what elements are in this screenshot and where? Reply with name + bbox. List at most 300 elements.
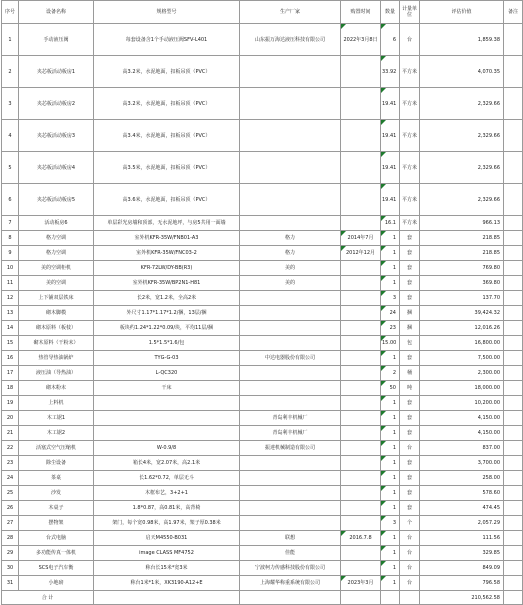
cell-seq: 12 [2, 291, 19, 306]
cell-value: 4,070.35 [420, 56, 504, 88]
cell-seq: 11 [2, 276, 19, 291]
cell-qty: 50 [381, 381, 400, 396]
total-empty-cell [94, 591, 240, 605]
total-empty-cell [341, 591, 381, 605]
table-row [2, 441, 523, 456]
cell-date [341, 546, 381, 561]
cell-remark [504, 381, 523, 396]
cell-spec: image CLASS MF4752 [94, 546, 240, 561]
cell-date [341, 486, 381, 501]
table-row [2, 531, 523, 546]
cell-maker [240, 216, 341, 231]
cell-spec: 1.5*1.5*1.6/包 [94, 336, 240, 351]
cell-maker [240, 396, 341, 411]
cell-name: 上料机 [19, 396, 94, 411]
table-row [2, 24, 523, 56]
cell-spec: 单层彩光房墙和顶部，无水泥地坪，与房5共用一面墙 [94, 216, 240, 231]
cell-maker [240, 184, 341, 216]
cell-value: 12,016.26 [420, 321, 504, 336]
cell-remark [504, 411, 523, 426]
cell-value: 18,000.00 [420, 381, 504, 396]
cell-name: 夹芯板活动板房4 [19, 152, 94, 184]
cell-name: 砌木脚模 [19, 306, 94, 321]
table-row [2, 516, 523, 531]
cell-seq: 8 [2, 231, 19, 246]
cell-unit: 套 [400, 456, 420, 471]
table-row [2, 120, 523, 152]
cell-qty: 23 [381, 321, 400, 336]
cell-spec: 高3.5米，水泥地面，扣板吊顶（PVC） [94, 152, 240, 184]
cell-maker [240, 88, 341, 120]
table-row [2, 501, 523, 516]
cell-date [341, 88, 381, 120]
cell-maker: 青岛利丰机械厂 [240, 411, 341, 426]
cell-unit: 套 [400, 276, 420, 291]
cell-remark [504, 276, 523, 291]
cell-remark [504, 501, 523, 516]
cell-maker [240, 152, 341, 184]
cell-maker [240, 306, 341, 321]
header-unit: 计量单位 [400, 1, 420, 24]
cell-remark [504, 456, 523, 471]
cell-unit: 吨 [400, 381, 420, 396]
cell-unit: 台 [400, 531, 420, 546]
cell-name: 除尘设备 [19, 456, 94, 471]
table-row [2, 336, 523, 351]
cell-spec: 高3.4米，水泥地面，扣板吊顶（PVC） [94, 120, 240, 152]
cell-value: 474.45 [420, 501, 504, 516]
cell-name: 手动液压阀 [19, 24, 94, 56]
cell-maker [240, 486, 341, 501]
cell-value: 849.09 [420, 561, 504, 576]
cell-name: 格力空调 [19, 231, 94, 246]
cell-remark [504, 231, 523, 246]
cell-remark [504, 306, 523, 321]
table-row [2, 56, 523, 88]
cell-unit: 个 [400, 516, 420, 531]
cell-value: 369.80 [420, 276, 504, 291]
cell-date [341, 261, 381, 276]
cell-date [341, 366, 381, 381]
cell-qty: 1 [381, 351, 400, 366]
cell-seq: 26 [2, 501, 19, 516]
cell-name: 热管导热油锅炉 [19, 351, 94, 366]
cell-maker [240, 501, 341, 516]
cell-name: 夹芯板活动板房5 [19, 184, 94, 216]
cell-unit: 平方米 [400, 88, 420, 120]
cell-name: 夹芯板活动板房2 [19, 88, 94, 120]
cell-name: 木工锯2 [19, 426, 94, 441]
cell-value: 966.13 [420, 216, 504, 231]
cell-value: 7,500.00 [420, 351, 504, 366]
cell-remark [504, 351, 523, 366]
cell-date [341, 561, 381, 576]
cell-maker: 青岛利丰机械厂 [240, 426, 341, 441]
cell-seq: 10 [2, 261, 19, 276]
cell-remark [504, 336, 523, 351]
cell-qty: 1 [381, 441, 400, 456]
cell-value: 3,700.00 [420, 456, 504, 471]
cell-date: 2012年12月 [341, 246, 381, 261]
cell-date: 2016.7.8 [341, 531, 381, 546]
table-row [2, 88, 523, 120]
cell-date: 2022年3月8日 [341, 24, 381, 56]
cell-qty: 1 [381, 576, 400, 591]
table-row [2, 231, 523, 246]
cell-name: 上下铺双层铁床 [19, 291, 94, 306]
table-row [2, 381, 523, 396]
cell-qty: 1 [381, 546, 400, 561]
cell-unit: 套 [400, 396, 420, 411]
table-row [2, 306, 523, 321]
header-seq: 序号 [2, 1, 19, 24]
cell-maker [240, 321, 341, 336]
table-row [2, 291, 523, 306]
cell-seq: 20 [2, 411, 19, 426]
cell-spec: 高3.2米，水泥地面，扣板吊顶（PVC） [94, 88, 240, 120]
header-remark: 备注 [504, 1, 523, 24]
cell-remark [504, 441, 523, 456]
header-maker: 生产厂家 [240, 1, 341, 24]
cell-remark [504, 486, 523, 501]
table-row [2, 261, 523, 276]
cell-name: 夹芯板活动板房3 [19, 120, 94, 152]
cell-maker: 山东振万海达液压科技有限公司 [240, 24, 341, 56]
table-row [2, 152, 523, 184]
cell-qty: 19.41 [381, 152, 400, 184]
cell-seq: 25 [2, 486, 19, 501]
cell-value: 4,150.00 [420, 411, 504, 426]
cell-qty: 15.00 [381, 336, 400, 351]
cell-seq: 7 [2, 216, 19, 231]
cell-name: 砌木粉末 [19, 381, 94, 396]
cell-date [341, 336, 381, 351]
cell-unit: 台 [400, 576, 420, 591]
cell-qty: 1 [381, 231, 400, 246]
cell-spec: L-QC320 [94, 366, 240, 381]
cell-unit: 平方米 [400, 152, 420, 184]
cell-remark [504, 516, 523, 531]
cell-date [341, 351, 381, 366]
cell-spec: TYG-G-03 [94, 351, 240, 366]
total-empty-cell [381, 591, 400, 605]
cell-spec: W-0.9/8 [94, 441, 240, 456]
cell-value: 2,329.66 [420, 184, 504, 216]
cell-name: 活动板房6 [19, 216, 94, 231]
cell-value: 2,057.29 [420, 516, 504, 531]
cell-date [341, 321, 381, 336]
cell-date [341, 501, 381, 516]
header-name: 设备名称 [19, 1, 94, 24]
cell-maker [240, 366, 341, 381]
table-row [2, 561, 523, 576]
cell-spec: 架门，每个宽0.98米，高1.97米，架子厚0.38米 [94, 516, 240, 531]
table-row [2, 246, 523, 261]
cell-seq: 24 [2, 471, 19, 486]
cell-unit: 捆 [400, 321, 420, 336]
header-qty: 数量 [381, 1, 400, 24]
cell-qty: 6 [381, 24, 400, 56]
cell-maker [240, 471, 341, 486]
cell-seq: 22 [2, 441, 19, 456]
cell-unit: 台 [400, 561, 420, 576]
cell-spec: 启天M4550-B031 [94, 531, 240, 546]
table-row [2, 184, 523, 216]
cell-date [341, 56, 381, 88]
cell-unit: 套 [400, 486, 420, 501]
cell-remark [504, 120, 523, 152]
cell-maker: 宁波柯力传感科技股份有限公司 [240, 561, 341, 576]
cell-value: 218.85 [420, 231, 504, 246]
cell-date [341, 120, 381, 152]
cell-unit: 套 [400, 351, 420, 366]
cell-qty: 1 [381, 261, 400, 276]
cell-name: 沙发 [19, 486, 94, 501]
cell-maker: 联想 [240, 531, 341, 546]
cell-remark [504, 426, 523, 441]
cell-maker [240, 120, 341, 152]
cell-spec: 外尺寸1.17*1.17*1.2/捆，13层/捆 [94, 306, 240, 321]
cell-value: 2,329.66 [420, 88, 504, 120]
cell-name: 木工锯1 [19, 411, 94, 426]
cell-seq: 30 [2, 561, 19, 576]
cell-unit: 套 [400, 411, 420, 426]
cell-value: 2,329.66 [420, 152, 504, 184]
cell-value: 137.70 [420, 291, 504, 306]
cell-value: 39,424.32 [420, 306, 504, 321]
cell-seq: 27 [2, 516, 19, 531]
cell-maker: 格力 [240, 246, 341, 261]
cell-remark [504, 291, 523, 306]
cell-spec: 室外机KFR-35W/FNC03-2 [94, 246, 240, 261]
cell-unit: 台 [400, 441, 420, 456]
cell-qty: 1 [381, 471, 400, 486]
total-value: 210,562.58 [420, 591, 504, 605]
cell-qty: 1 [381, 486, 400, 501]
table-row [2, 456, 523, 471]
cell-date [341, 456, 381, 471]
cell-remark [504, 321, 523, 336]
cell-seq: 9 [2, 246, 19, 261]
cell-name: 小地磅 [19, 576, 94, 591]
table-row [2, 426, 523, 441]
cell-maker: 美的 [240, 276, 341, 291]
cell-seq: 16 [2, 351, 19, 366]
cell-name: 美的空调柜机 [19, 261, 94, 276]
cell-date: 2014年7月 [341, 231, 381, 246]
cell-spec: 室外机KFR-35W/BP2N1-H81 [94, 276, 240, 291]
cell-seq: 28 [2, 531, 19, 546]
cell-qty: 1 [381, 456, 400, 471]
cell-remark [504, 152, 523, 184]
cell-seq: 15 [2, 336, 19, 351]
cell-value: 16,800.00 [420, 336, 504, 351]
cell-qty: 1 [381, 531, 400, 546]
cell-remark [504, 546, 523, 561]
cell-date [341, 441, 381, 456]
cell-qty: 1 [381, 411, 400, 426]
cell-spec [94, 396, 240, 411]
cell-value: 329.85 [420, 546, 504, 561]
cell-remark [504, 216, 523, 231]
cell-qty: 1 [381, 246, 400, 261]
cell-spec: 高3.2米，水泥地面，扣板吊顶（PVC） [94, 56, 240, 88]
cell-unit: 台 [400, 24, 420, 56]
cell-maker [240, 56, 341, 88]
cell-unit: 平方米 [400, 216, 420, 231]
table-row [2, 546, 523, 561]
cell-spec: 称台长15米*宽3米 [94, 561, 240, 576]
cell-unit: 捆 [400, 306, 420, 321]
cell-date [341, 426, 381, 441]
header-date: 购置时间 [341, 1, 381, 24]
cell-remark [504, 561, 523, 576]
cell-unit: 平方米 [400, 184, 420, 216]
cell-remark [504, 396, 523, 411]
cell-seq: 31 [2, 576, 19, 591]
cell-value: 1,859.38 [420, 24, 504, 56]
cell-date [341, 516, 381, 531]
cell-spec: 长1.62*0.72，单层无斗 [94, 471, 240, 486]
cell-value: 578.60 [420, 486, 504, 501]
total-row [2, 591, 523, 605]
cell-spec: 箱长4米，宽2.07米，高2.1米 [94, 456, 240, 471]
cell-maker: 格力 [240, 231, 341, 246]
cell-name: 格力空调 [19, 246, 94, 261]
cell-unit: 套 [400, 291, 420, 306]
cell-name: 夹芯板活动板房1 [19, 56, 94, 88]
cell-qty: 1 [381, 276, 400, 291]
cell-seq: 2 [2, 56, 19, 88]
table-row [2, 216, 523, 231]
total-empty-cell [240, 591, 341, 605]
table-row [2, 486, 523, 501]
cell-unit: 平方米 [400, 56, 420, 88]
cell-remark [504, 261, 523, 276]
cell-spec: 室外机KFR-35W/FNB01-A3 [94, 231, 240, 246]
cell-unit: 台 [400, 546, 420, 561]
cell-qty: 1 [381, 426, 400, 441]
cell-value: 4,150.00 [420, 426, 504, 441]
cell-qty: 1 [381, 501, 400, 516]
cell-remark [504, 471, 523, 486]
cell-value: 218.85 [420, 246, 504, 261]
cell-name: 美的空调 [19, 276, 94, 291]
cell-name: 液压油（导热油） [19, 366, 94, 381]
cell-unit: 桶 [400, 366, 420, 381]
header-row [2, 1, 523, 24]
table-row [2, 396, 523, 411]
cell-date [341, 471, 381, 486]
cell-date [341, 276, 381, 291]
cell-seq: 21 [2, 426, 19, 441]
cell-seq: 17 [2, 366, 19, 381]
cell-maker [240, 291, 341, 306]
cell-seq: 23 [2, 456, 19, 471]
cell-spec: 1.8*0.87，高0.81米，高背椅 [94, 501, 240, 516]
cell-qty: 19.41 [381, 184, 400, 216]
cell-qty: 2 [381, 366, 400, 381]
cell-maker: 振達机械制造有限公司 [240, 441, 341, 456]
cell-value: 769.80 [420, 261, 504, 276]
cell-qty: 1 [381, 396, 400, 411]
cell-spec: 干床 [94, 381, 240, 396]
table-row [2, 276, 523, 291]
cell-remark [504, 246, 523, 261]
cell-maker: 上海耀华称重系统有限公司 [240, 576, 341, 591]
cell-spec: 称台1米*1米，XK3190-A12+E [94, 576, 240, 591]
table-row [2, 351, 523, 366]
cell-qty: 3 [381, 516, 400, 531]
asset-table [1, 0, 523, 605]
cell-maker: 中达电器股份有限公司 [240, 351, 341, 366]
cell-unit: 包 [400, 336, 420, 351]
cell-maker [240, 381, 341, 396]
cell-date: 2023年3月 [341, 576, 381, 591]
cell-spec [94, 426, 240, 441]
cell-name: 砌木原料（干粉末） [19, 336, 94, 351]
cell-seq: 18 [2, 381, 19, 396]
cell-unit: 套 [400, 231, 420, 246]
cell-name: SCS电子汽车衡 [19, 561, 94, 576]
header-value: 评估价值 [420, 1, 504, 24]
table-row [2, 471, 523, 486]
cell-seq: 1 [2, 24, 19, 56]
cell-qty: 3 [381, 291, 400, 306]
cell-maker [240, 456, 341, 471]
cell-name: 砌木原料（板枝） [19, 321, 94, 336]
cell-seq: 6 [2, 184, 19, 216]
cell-seq: 5 [2, 152, 19, 184]
cell-date [341, 381, 381, 396]
cell-value: 837.00 [420, 441, 504, 456]
cell-spec: KFR-72LW/DY-BB(R3) [94, 261, 240, 276]
table-row [2, 411, 523, 426]
cell-value: 10,200.00 [420, 396, 504, 411]
cell-qty: 16.1 [381, 216, 400, 231]
cell-maker [240, 336, 341, 351]
cell-maker: 佳能 [240, 546, 341, 561]
table-row [2, 576, 523, 591]
cell-spec: 木框布艺，3+2+1 [94, 486, 240, 501]
cell-date [341, 411, 381, 426]
cell-unit: 套 [400, 471, 420, 486]
cell-name: 活塞式空气压缩机 [19, 441, 94, 456]
cell-unit: 套 [400, 426, 420, 441]
cell-spec: 板块约1.24*1.22*0.09/块，平均11层/捆 [94, 321, 240, 336]
table-row [2, 321, 523, 336]
cell-name: 茶桌 [19, 471, 94, 486]
cell-name: 木桌子 [19, 501, 94, 516]
cell-value: 258.00 [420, 471, 504, 486]
cell-seq: 4 [2, 120, 19, 152]
table-body [2, 24, 523, 591]
header-spec: 规格型号 [94, 1, 240, 24]
cell-name: 摆物架 [19, 516, 94, 531]
cell-spec [94, 411, 240, 426]
cell-value: 796.58 [420, 576, 504, 591]
cell-value: 2,329.66 [420, 120, 504, 152]
cell-qty: 33.92 [381, 56, 400, 88]
cell-value: 111.56 [420, 531, 504, 546]
cell-remark [504, 184, 523, 216]
cell-date [341, 152, 381, 184]
cell-remark [504, 576, 523, 591]
cell-unit: 套 [400, 501, 420, 516]
cell-value: 2,300.00 [420, 366, 504, 381]
cell-spec: 高3.6米，水泥地面，扣板吊顶（PVC） [94, 184, 240, 216]
cell-spec: 每套设备含1个手动液压阀SFV-L401 [94, 24, 240, 56]
